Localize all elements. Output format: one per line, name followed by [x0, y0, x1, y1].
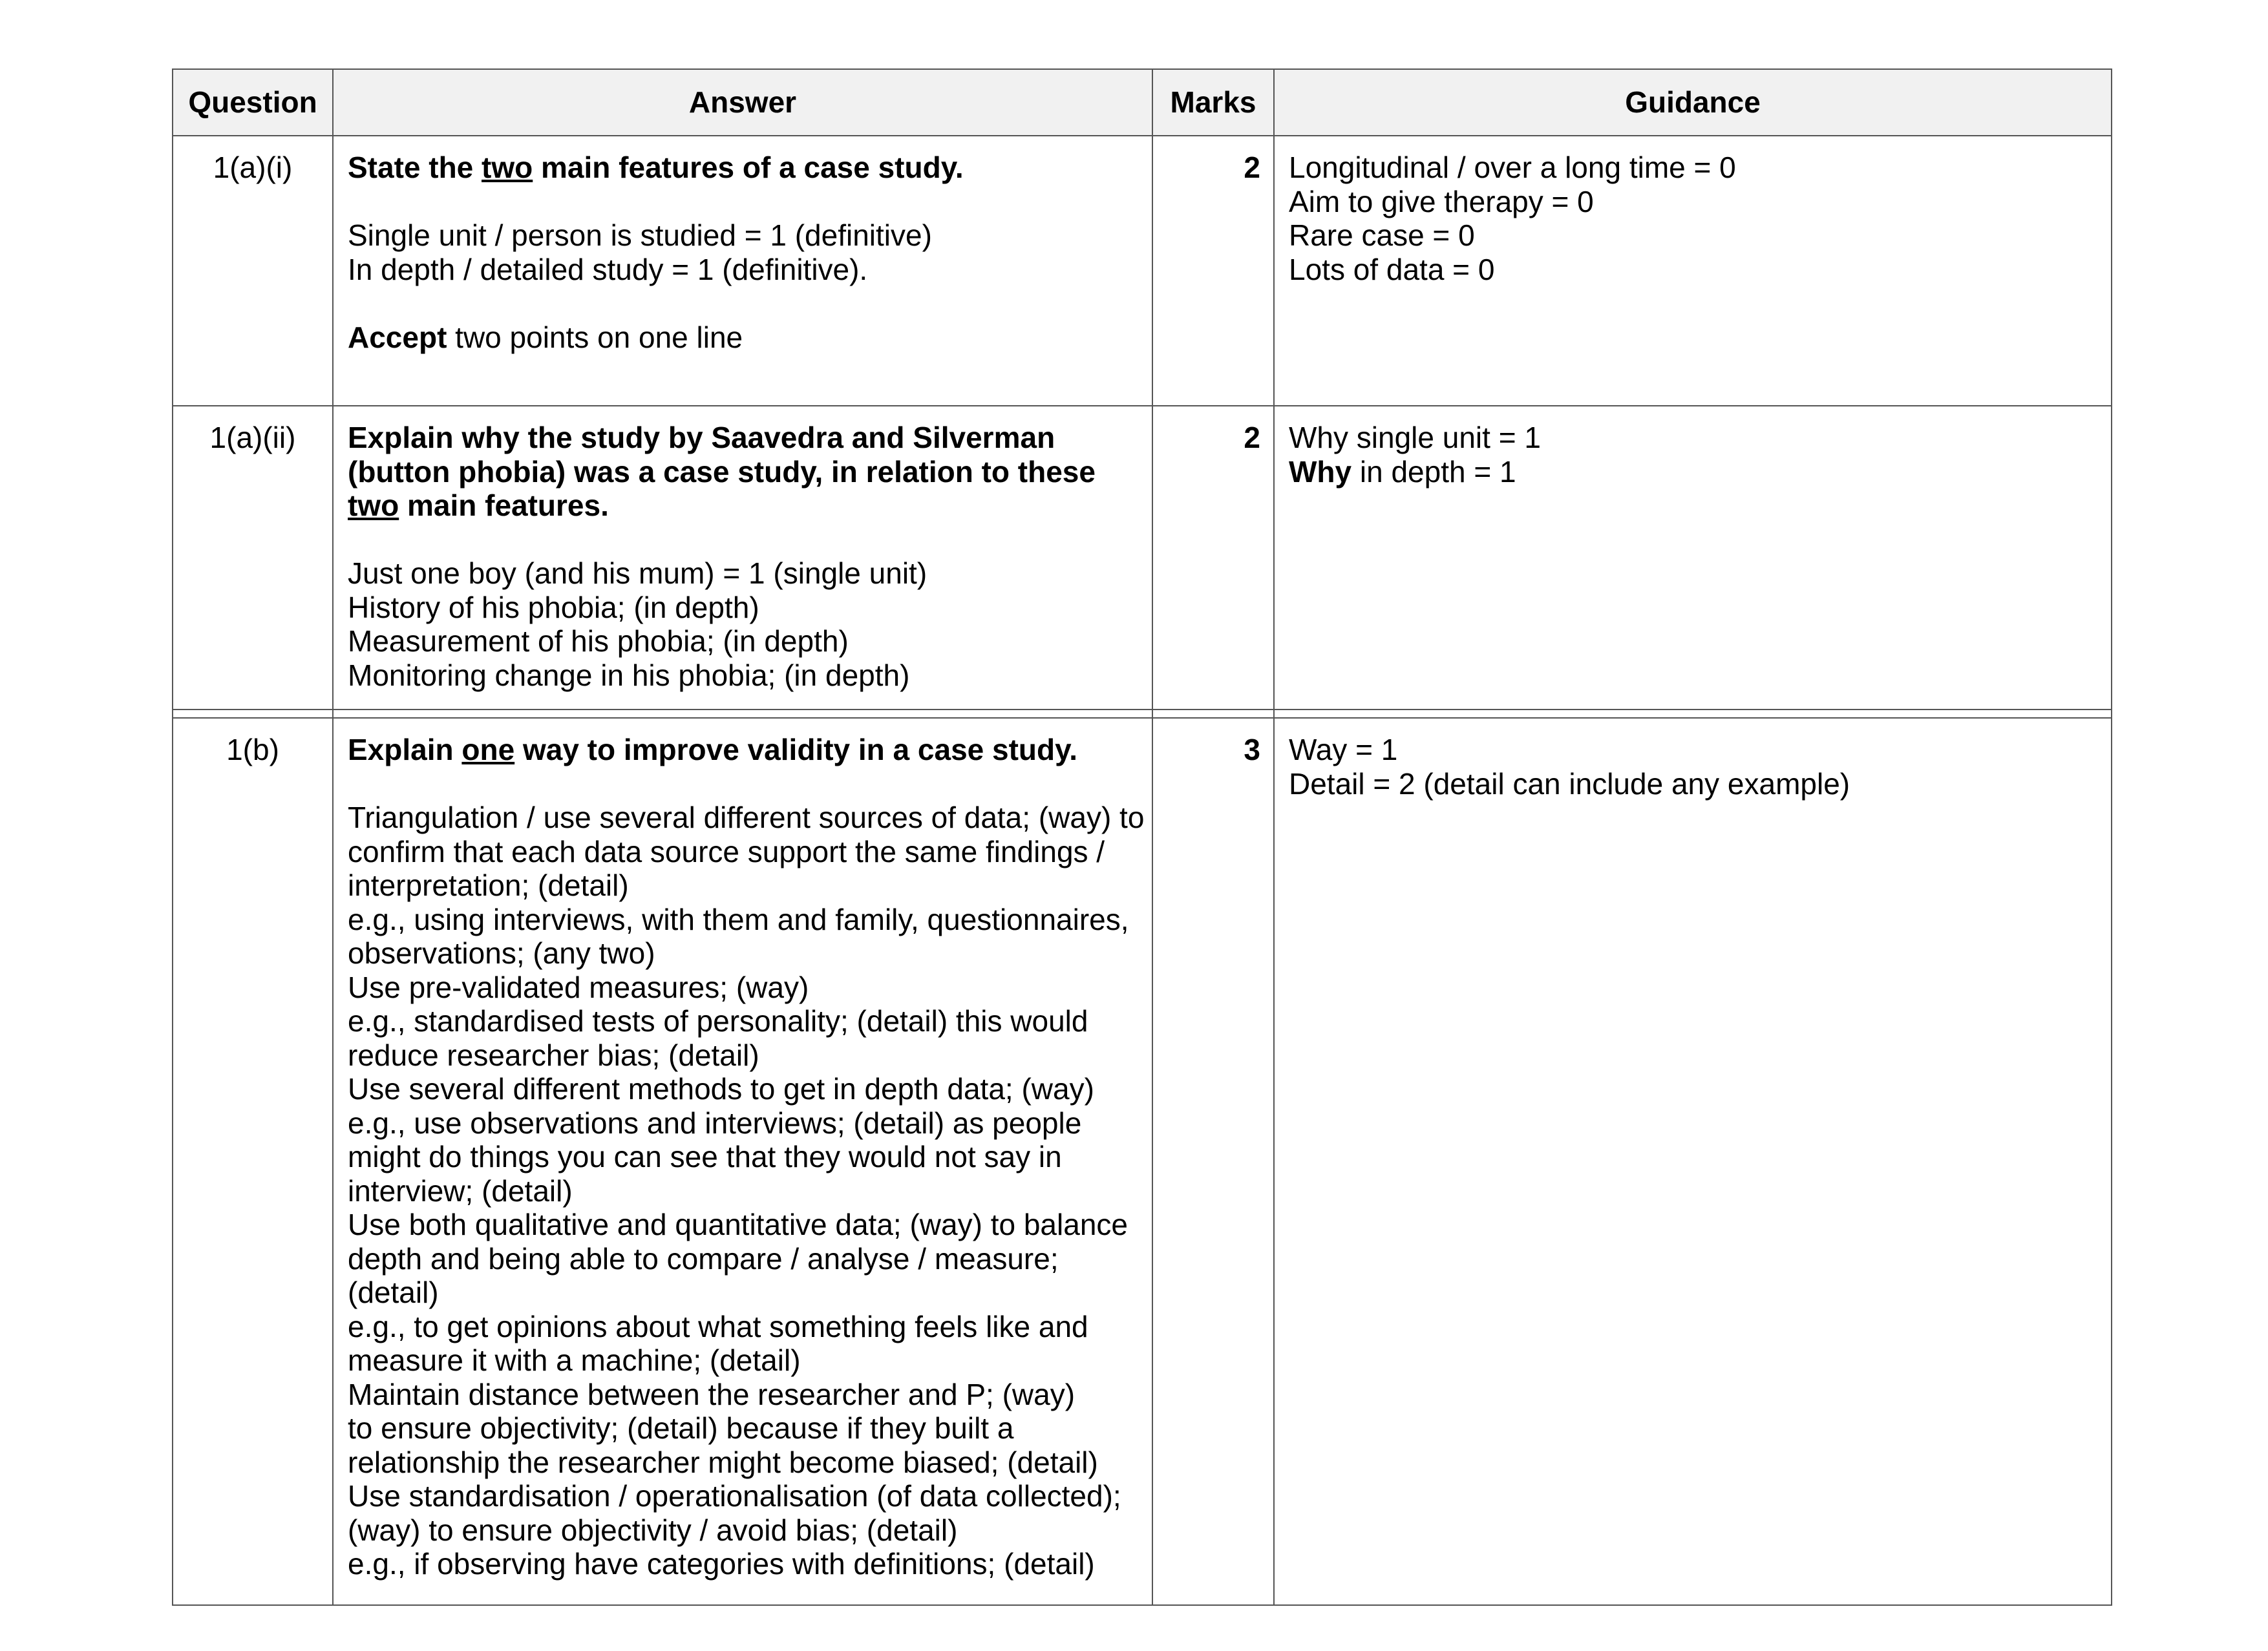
- separator-cell: [173, 710, 333, 718]
- marks-value: 3: [1152, 718, 1274, 1605]
- guidance-cell: [1274, 718, 2112, 1605]
- guidance-emphasis: Why: [1289, 454, 1352, 489]
- mark-scheme-table: [172, 68, 2112, 1606]
- question-prompt: [348, 489, 1139, 523]
- accept-note: [348, 321, 1139, 355]
- header-question: Question: [173, 69, 333, 136]
- table-row: [173, 136, 2112, 406]
- answer-line: (way) to ensure objectivity / avoid bias; (detail): [348, 1513, 958, 1547]
- guidance-line: [1289, 455, 2098, 489]
- table-row: [173, 406, 2112, 710]
- accept-label: Accept: [348, 320, 447, 354]
- answer-line: interview; (detail): [348, 1173, 573, 1208]
- answer-line: Use both qualitative and quantitative data; (way) to balance: [348, 1208, 1128, 1241]
- answer-line: Single unit / person is studied = 1 (definitive): [348, 218, 932, 252]
- answer-line: measure it with a machine; (detail): [348, 1343, 801, 1377]
- separator-cell: [1152, 710, 1274, 718]
- accept-text: two points on one line: [447, 320, 743, 354]
- prompt-text: way to improve validity in a case study.: [514, 733, 1078, 766]
- answer-line: confirm that each data source support the same findings /: [348, 834, 1105, 868]
- question-prompt: [348, 151, 1139, 185]
- guidance-text: in depth = 1: [1351, 454, 1516, 489]
- answer-line: observations; (any two): [348, 936, 655, 970]
- answer-line: Triangulation / use several different sources of data; (way) to: [348, 801, 1145, 834]
- question-number: 1(a)(i): [173, 136, 333, 406]
- marks-value: 2: [1152, 406, 1274, 710]
- answer-line: Use several different methods to get in depth data; (way): [348, 1072, 1094, 1106]
- answer-line: e.g., using interviews, with them and family, questionnaires,: [348, 902, 1129, 936]
- answer-line: History of his phobia; (in depth): [348, 590, 759, 624]
- answer-cell: [333, 718, 1152, 1605]
- answer-line: depth and being able to compare / analyse / measure;: [348, 1241, 1059, 1276]
- answer-line: Measurement of his phobia; (in depth): [348, 624, 849, 658]
- answer-line: In depth / detailed study = 1 (definitive).: [348, 252, 868, 286]
- prompt-emphasis: one: [461, 733, 515, 766]
- answer-line: Use pre-validated measures; (way): [348, 970, 809, 1004]
- answer-line: Maintain distance between the researcher and P; (way): [348, 1377, 1076, 1411]
- prompt-emphasis: two: [482, 151, 533, 184]
- header-guidance: Guidance: [1274, 69, 2112, 136]
- separator-cell: [1274, 710, 2112, 718]
- question-number: 1(b): [173, 718, 333, 1605]
- row-separator: [173, 710, 2112, 718]
- separator-cell: [333, 710, 1152, 718]
- prompt-text: main features of a case study.: [533, 151, 964, 184]
- prompt-text: Explain: [348, 733, 462, 766]
- question-prompt: (button phobia) was a case study, in relation to these: [348, 454, 1096, 489]
- question-prompt: Explain why the study by Saavedra and Silverman: [348, 421, 1055, 454]
- answer-line: relationship the researcher might become biased; (detail): [348, 1445, 1098, 1479]
- guidance-line: Why single unit = 1: [1289, 421, 1541, 454]
- question-number: 1(a)(ii): [173, 406, 333, 710]
- guidance-line: Aim to give therapy = 0: [1289, 184, 1594, 218]
- answer-line: e.g., to get opinions about what something feels like and: [348, 1309, 1088, 1343]
- guidance-cell: [1274, 136, 2112, 406]
- question-prompt: [348, 733, 1139, 767]
- answer-line: Monitoring change in his phobia; (in depth): [348, 658, 910, 692]
- answer-line: e.g., standardised tests of personality; (detail) this would: [348, 1004, 1088, 1038]
- guidance-line: Rare case = 0: [1289, 218, 1475, 252]
- answer-line: Just one boy (and his mum) = 1 (single unit): [348, 556, 927, 590]
- marks-value: 2: [1152, 136, 1274, 406]
- answer-line: (detail): [348, 1276, 439, 1309]
- answer-line: e.g., use observations and interviews; (detail) as people: [348, 1106, 1082, 1140]
- answer-line: e.g., if observing have categories with definitions; (detail): [348, 1547, 1095, 1581]
- header-answer: Answer: [333, 69, 1152, 136]
- answer-line: interpretation; (detail): [348, 868, 629, 902]
- guidance-line: Lots of data = 0: [1289, 252, 1495, 286]
- prompt-emphasis: two: [348, 489, 399, 522]
- guidance-line: Detail = 2 (detail can include any example): [1289, 766, 1850, 801]
- answer-line: might do things you can see that they would not say in: [348, 1140, 1062, 1173]
- answer-line: Use standardisation / operationalisation (of data collected);: [348, 1479, 1121, 1513]
- guidance-line: Longitudinal / over a long time = 0: [1289, 151, 1736, 184]
- header-marks: Marks: [1152, 69, 1274, 136]
- table-row: [173, 718, 2112, 1605]
- answer-cell: [333, 406, 1152, 710]
- answer-cell: [333, 136, 1152, 406]
- guidance-cell: [1274, 406, 2112, 710]
- answer-line: reduce researcher bias; (detail): [348, 1038, 759, 1072]
- guidance-line: Way = 1: [1289, 733, 1398, 766]
- header-row: [173, 69, 2112, 136]
- prompt-text: State the: [348, 151, 482, 184]
- prompt-text: main features.: [399, 489, 609, 522]
- answer-line: to ensure objectivity; (detail) because if they built a: [348, 1411, 1014, 1445]
